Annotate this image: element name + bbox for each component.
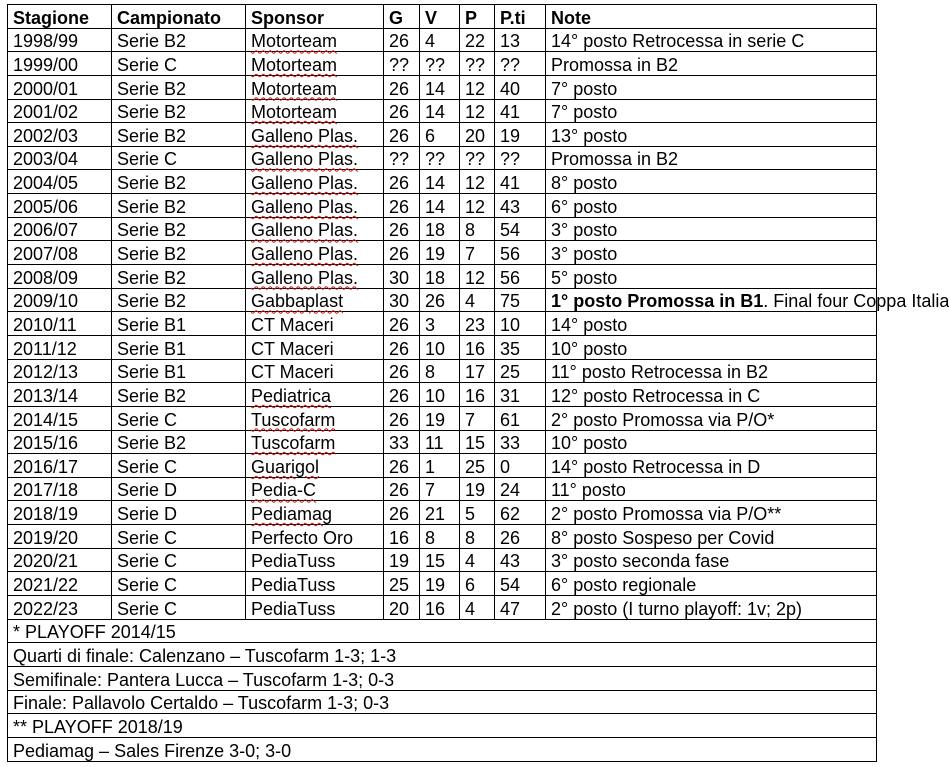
cell-g: 26 [384, 99, 420, 123]
cell-g: 26 [384, 312, 420, 336]
table-row [8, 265, 877, 289]
table-row [8, 406, 877, 430]
cell-g: 19 [384, 548, 420, 572]
cell-sponsor: Gabbaplast [246, 288, 384, 312]
cell-g: 26 [384, 217, 420, 241]
cell-campionato: Serie C [112, 406, 246, 430]
cell-pti: 41 [495, 99, 546, 123]
cell-sponsor: Tuscofarm [246, 406, 384, 430]
cell-v: 8 [420, 359, 460, 383]
cell-stagione: 2006/07 [8, 217, 112, 241]
cell-p: 20 [460, 123, 495, 147]
note-bold-part: 1° posto Promossa in B1 [551, 291, 764, 312]
playoff-2014-title: * PLAYOFF 2014/15 [8, 619, 877, 643]
table-row [8, 572, 877, 596]
cell-note: 7° posto [546, 99, 877, 123]
cell-stagione: 1998/99 [8, 28, 112, 52]
cell-note: 11° posto Retrocessa in B2 [546, 359, 877, 383]
playoff-line-row [8, 690, 877, 714]
cell-g: 26 [384, 28, 420, 52]
cell-v: 8 [420, 525, 460, 549]
cell-stagione: 2005/06 [8, 194, 112, 218]
cell-stagione: 2014/15 [8, 406, 112, 430]
playoff-line-row [8, 737, 877, 761]
cell-note: 13° posto [546, 123, 877, 147]
header-p: P [460, 5, 495, 29]
cell-campionato: Serie C [112, 525, 246, 549]
cell-v: 10 [420, 383, 460, 407]
table-row [8, 217, 877, 241]
cell-campionato: Serie D [112, 477, 246, 501]
cell-note: 2° posto Promossa via P/O** [546, 501, 877, 525]
cell-sponsor: PediaTuss [246, 572, 384, 596]
cell-note: 14° posto [546, 312, 877, 336]
cell-g: 26 [384, 194, 420, 218]
cell-note: Promossa in B2 [546, 52, 877, 76]
table-row [8, 170, 877, 194]
cell-g: 26 [384, 335, 420, 359]
cell-stagione: 2000/01 [8, 75, 112, 99]
cell-stagione: 2020/21 [8, 548, 112, 572]
cell-note: 2° posto Promossa via P/O* [546, 406, 877, 430]
table-row [8, 501, 877, 525]
cell-p: 4 [460, 596, 495, 620]
cell-campionato: Serie C [112, 548, 246, 572]
cell-stagione: 2021/22 [8, 572, 112, 596]
cell-sponsor: Galleno Plas. [246, 146, 384, 170]
cell-note: Promossa in B2 [546, 146, 877, 170]
cell-sponsor: Motorteam [246, 52, 384, 76]
cell-pti: 31 [495, 383, 546, 407]
cell-note: 8° posto [546, 170, 877, 194]
cell-sponsor: Galleno Plas. [246, 241, 384, 265]
cell-campionato: Serie B2 [112, 170, 246, 194]
cell-stagione: 2009/10 [8, 288, 112, 312]
cell-campionato: Serie B2 [112, 123, 246, 147]
cell-v: ?? [420, 52, 460, 76]
table-body [8, 28, 949, 619]
cell-p: 5 [460, 501, 495, 525]
cell-sponsor: Galleno Plas. [246, 217, 384, 241]
cell-stagione: 2011/12 [8, 335, 112, 359]
header-sponsor: Sponsor [246, 5, 384, 29]
header-note: Note [546, 5, 877, 29]
cell-v: 15 [420, 548, 460, 572]
cell-pti: 25 [495, 359, 546, 383]
cell-note: 12° posto Retrocessa in C [546, 383, 877, 407]
cell-pti: 40 [495, 75, 546, 99]
cell-sponsor: Guarigol [246, 454, 384, 478]
cell-v: 14 [420, 75, 460, 99]
cell-sponsor: Pediamag [246, 501, 384, 525]
cell-p: 15 [460, 430, 495, 454]
cell-campionato: Serie B2 [112, 28, 246, 52]
cell-stagione: 1999/00 [8, 52, 112, 76]
table-row [8, 194, 877, 218]
cell-v: 19 [420, 572, 460, 596]
cell-pti: 43 [495, 194, 546, 218]
cell-campionato: Serie B2 [112, 288, 246, 312]
cell-g: 26 [384, 454, 420, 478]
cell-campionato: Serie B1 [112, 359, 246, 383]
cell-v: 26 [420, 288, 460, 312]
cell-pti: 56 [495, 265, 546, 289]
cell-p: 12 [460, 75, 495, 99]
cell-pti: 35 [495, 335, 546, 359]
cell-p: 16 [460, 383, 495, 407]
cell-note: 2° posto (I turno playoff: 1v; 2p) [546, 596, 877, 620]
cell-sponsor: CT Maceri [246, 335, 384, 359]
table-row [8, 123, 877, 147]
cell-stagione: 2002/03 [8, 123, 112, 147]
cell-g: 26 [384, 406, 420, 430]
cell-sponsor: CT Maceri [246, 312, 384, 336]
cell-v: 14 [420, 99, 460, 123]
cell-g: 26 [384, 123, 420, 147]
cell-pti: 56 [495, 241, 546, 265]
cell-g: 26 [384, 75, 420, 99]
cell-p: ?? [460, 146, 495, 170]
table-row [8, 430, 877, 454]
table-row [8, 75, 877, 99]
cell-g: ?? [384, 52, 420, 76]
cell-stagione: 2015/16 [8, 430, 112, 454]
cell-campionato: Serie B2 [112, 430, 246, 454]
cell-p: 12 [460, 265, 495, 289]
table-row [8, 477, 877, 501]
cell-stagione: 2016/17 [8, 454, 112, 478]
cell-note: 14° posto Retrocessa in serie C [546, 28, 877, 52]
table-row [8, 312, 877, 336]
table-row [8, 28, 877, 52]
cell-g: 33 [384, 430, 420, 454]
cell-campionato: Serie B2 [112, 75, 246, 99]
playoff-line-row [8, 643, 877, 667]
cell-p: 22 [460, 28, 495, 52]
table-row [8, 383, 877, 407]
cell-g: 26 [384, 359, 420, 383]
cell-stagione: 2018/19 [8, 501, 112, 525]
playoff-2014-semifinale: Semifinale: Pantera Lucca – Tuscofarm 1-3; 0-3 [8, 666, 877, 690]
cell-sponsor: Motorteam [246, 28, 384, 52]
cell-campionato: Serie B2 [112, 383, 246, 407]
cell-pti: 47 [495, 596, 546, 620]
cell-campionato: Serie B2 [112, 194, 246, 218]
header-v: V [420, 5, 460, 29]
cell-pti: 33 [495, 430, 546, 454]
playoff-title-row [8, 619, 877, 643]
cell-p: 16 [460, 335, 495, 359]
cell-p: 7 [460, 241, 495, 265]
cell-g: 26 [384, 501, 420, 525]
cell-p: 19 [460, 477, 495, 501]
cell-p: 17 [460, 359, 495, 383]
cell-v: 18 [420, 217, 460, 241]
cell-v: 16 [420, 596, 460, 620]
cell-p: 25 [460, 454, 495, 478]
cell-stagione: 2004/05 [8, 170, 112, 194]
table-row [8, 52, 877, 76]
cell-sponsor: Perfecto Oro [246, 525, 384, 549]
playoff-line-row [8, 666, 877, 690]
cell-pti: 24 [495, 477, 546, 501]
cell-stagione: 2013/14 [8, 383, 112, 407]
table-row [8, 146, 877, 170]
cell-campionato: Serie C [112, 52, 246, 76]
cell-campionato: Serie B2 [112, 99, 246, 123]
cell-v: 18 [420, 265, 460, 289]
cell-stagione: 2007/08 [8, 241, 112, 265]
cell-sponsor: Motorteam [246, 75, 384, 99]
cell-p: 12 [460, 99, 495, 123]
cell-sponsor: PediaTuss [246, 596, 384, 620]
cell-note: 7° posto [546, 75, 877, 99]
cell-campionato: Serie B1 [112, 335, 246, 359]
cell-pti: ?? [495, 52, 546, 76]
cell-g: 26 [384, 241, 420, 265]
cell-p: 12 [460, 170, 495, 194]
header-g: G [384, 5, 420, 29]
cell-pti: 61 [495, 406, 546, 430]
cell-v: 6 [420, 123, 460, 147]
cell-note: 6° posto [546, 194, 877, 218]
cell-pti: 19 [495, 123, 546, 147]
cell-p: 6 [460, 572, 495, 596]
cell-campionato: Serie B1 [112, 312, 246, 336]
cell-v: 11 [420, 430, 460, 454]
cell-stagione: 2010/11 [8, 312, 112, 336]
cell-pti: ?? [495, 146, 546, 170]
table-row [8, 359, 877, 383]
table-row [8, 596, 877, 620]
cell-stagione: 2001/02 [8, 99, 112, 123]
playoff-2018-title: ** PLAYOFF 2018/19 [8, 714, 877, 738]
cell-g: ?? [384, 146, 420, 170]
cell-sponsor: Pediatrica [246, 383, 384, 407]
note-rest-part: . Final four Coppa Italia [763, 291, 949, 312]
cell-g: 16 [384, 525, 420, 549]
cell-sponsor: PediaTuss [246, 548, 384, 572]
header-campionato: Campionato [112, 5, 246, 29]
cell-note: 6° posto regionale [546, 572, 877, 596]
cell-v: 14 [420, 194, 460, 218]
cell-p: 4 [460, 288, 495, 312]
cell-pti: 13 [495, 28, 546, 52]
table-row [8, 288, 877, 312]
cell-note: 3° posto [546, 217, 877, 241]
table-row [8, 241, 877, 265]
header-pti: P.ti [495, 5, 546, 29]
cell-p: 8 [460, 525, 495, 549]
cell-v: 1 [420, 454, 460, 478]
cell-note: 3° posto [546, 241, 877, 265]
cell-campionato: Serie C [112, 572, 246, 596]
cell-pti: 54 [495, 217, 546, 241]
cell-v: 4 [420, 28, 460, 52]
cell-sponsor: Tuscofarm [246, 430, 384, 454]
cell-pti: 10 [495, 312, 546, 336]
cell-sponsor: Motorteam [246, 99, 384, 123]
cell-g: 20 [384, 596, 420, 620]
cell-g: 26 [384, 170, 420, 194]
playoff-2014-quarti: Quarti di finale: Calenzano – Tuscofarm 1-3; 1-3 [8, 643, 877, 667]
cell-v: 19 [420, 406, 460, 430]
cell-p: 8 [460, 217, 495, 241]
cell-g: 25 [384, 572, 420, 596]
cell-g: 30 [384, 288, 420, 312]
cell-v: 10 [420, 335, 460, 359]
playoff-title-row [8, 714, 877, 738]
cell-campionato: Serie D [112, 501, 246, 525]
cell-v: 7 [420, 477, 460, 501]
cell-pti: 75 [495, 288, 546, 312]
cell-sponsor: Galleno Plas. [246, 170, 384, 194]
cell-note: 3° posto seconda fase [546, 548, 877, 572]
table-row [8, 454, 877, 478]
playoff-2018-result: Pediamag – Sales Firenze 3-0; 3-0 [8, 737, 877, 761]
cell-pti: 62 [495, 501, 546, 525]
cell-pti: 43 [495, 548, 546, 572]
cell-note: 14° posto Retrocessa in D [546, 454, 877, 478]
cell-note: 5° posto [546, 265, 877, 289]
cell-g: 26 [384, 383, 420, 407]
cell-note: 8° posto Sospeso per Covid [546, 525, 877, 549]
table-row [8, 99, 877, 123]
playoff-section [8, 619, 877, 761]
table-row [8, 525, 877, 549]
cell-p: 7 [460, 406, 495, 430]
cell-pti: 0 [495, 454, 546, 478]
cell-g: 30 [384, 265, 420, 289]
cell-v: 19 [420, 241, 460, 265]
cell-pti: 54 [495, 572, 546, 596]
cell-sponsor: Galleno Plas. [246, 194, 384, 218]
cell-note: 10° posto [546, 335, 877, 359]
header-stagione: Stagione [8, 5, 112, 29]
cell-campionato: Serie B2 [112, 217, 246, 241]
seasons-table [7, 4, 949, 762]
cell-note [546, 288, 949, 312]
cell-v: 14 [420, 170, 460, 194]
cell-p: 12 [460, 194, 495, 218]
cell-note: 10° posto [546, 430, 877, 454]
cell-sponsor: CT Maceri [246, 359, 384, 383]
cell-stagione: 2022/23 [8, 596, 112, 620]
cell-stagione: 2003/04 [8, 146, 112, 170]
cell-stagione: 2012/13 [8, 359, 112, 383]
cell-pti: 26 [495, 525, 546, 549]
cell-stagione: 2019/20 [8, 525, 112, 549]
cell-campionato: Serie C [112, 146, 246, 170]
table-row [8, 548, 877, 572]
cell-campionato: Serie C [112, 454, 246, 478]
cell-p: ?? [460, 52, 495, 76]
cell-p: 4 [460, 548, 495, 572]
cell-sponsor: Galleno Plas. [246, 265, 384, 289]
cell-campionato: Serie B2 [112, 241, 246, 265]
cell-v: ?? [420, 146, 460, 170]
cell-v: 21 [420, 501, 460, 525]
playoff-2014-finale: Finale: Pallavolo Certaldo – Tuscofarm 1-3; 0-3 [8, 690, 877, 714]
cell-campionato: Serie B2 [112, 265, 246, 289]
cell-stagione: 2008/09 [8, 265, 112, 289]
cell-sponsor: Galleno Plas. [246, 123, 384, 147]
header-row [8, 5, 877, 29]
cell-p: 23 [460, 312, 495, 336]
cell-pti: 41 [495, 170, 546, 194]
cell-g: 26 [384, 477, 420, 501]
cell-campionato: Serie C [112, 596, 246, 620]
cell-stagione: 2017/18 [8, 477, 112, 501]
cell-v: 3 [420, 312, 460, 336]
cell-sponsor: Pedia-C [246, 477, 384, 501]
cell-note: 11° posto [546, 477, 877, 501]
table-row [8, 335, 877, 359]
